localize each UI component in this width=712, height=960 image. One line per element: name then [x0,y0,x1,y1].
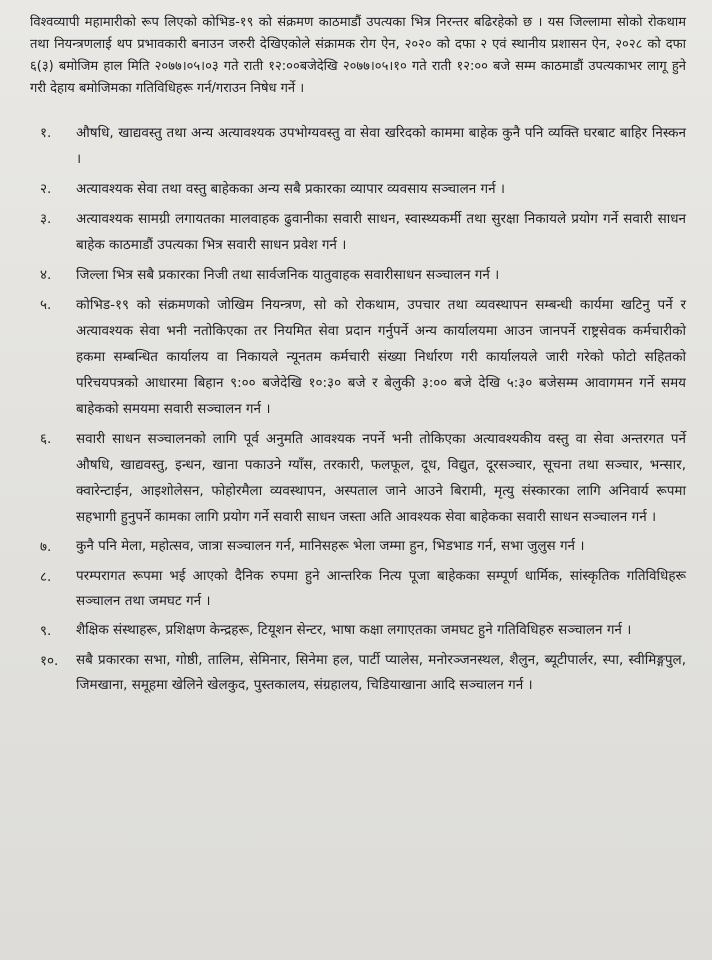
list-item-number: ५. [40,297,52,313]
list-item-text: कोभिड-१९ को संक्रमणको जोखिम नियन्त्रण, सो को रोकथाम, उपचार तथा व्यवस्थापन सम्बन्धी कार्यमा खटिनु पर्ने र अत्यावश्यक सेवा भनी नतोकिएका तर नियमित सेवा प्रदान गर्नुपर्ने अन्य कार्यालयमा आउन जानपर्ने राष्ट्रसेवक कर्मचारीको हकमा सम्बन्धित कार्यालय वा निकायले न्यूनतम कर्मचारी संख्या निर्धारण गरी कार्यालयले जारी गरेको फोटो सहितको परिचयपत्रको आधारमा बिहान ९:०० बजेदेखि १०:३० बजे र बेलुकी ३:०० बजे देखि ५:३० बजेसम्म आवागमन गर्ने समय बाहेकको समयमा सवारी सञ्चालन गर्न । [76,297,686,417]
list-item-number: ३. [40,211,52,227]
list-item-number: ७. [40,539,52,555]
list-item-number: ६. [40,431,52,447]
list-item-10 [30,648,686,698]
list-item-text: परम्परागत रूपमा भई आएको दैनिक रुपमा हुने आन्तरिक नित्य पूजा बाहेकका सम्पूर्ण धार्मिक, सांस्कृतिक गतिविधिहरू सञ्चालन तथा जमघट गर्न । [76,568,686,609]
list-item-1 [30,120,686,172]
list-item-text: अत्यावश्यक सेवा तथा वस्तु बाहेकका अन्य सबै प्रकारका व्यापार व्यवसाय सञ्चालन गर्न । [76,181,506,197]
list-item-6 [30,426,686,530]
list-item-text: कुनै पनि मेला, महोत्सव, जात्रा सञ्चालन गर्न, मानिसहरू भेला जम्मा हुन, भिडभाड गर्न, सभा जुलुस गर्न । [76,538,585,554]
list-item-text: शैक्षिक संस्थाहरू, प्रशिक्षण केन्द्रहरू, टियूशन सेन्टर, भाषा कक्षा लगाएतका जमघट हुने गतिविधिहरु सञ्चालन गर्न । [76,622,632,638]
list-item-8 [30,564,686,614]
list-item-number: २. [40,181,52,197]
list-item-text: जिल्ला भित्र सबै प्रकारका निजी तथा सार्वजनिक यातुवाहक सवारीसाधन सञ्चालन गर्न । [76,267,500,283]
list-item-number: १. [40,125,52,141]
list-item-number: ४. [40,267,52,283]
list-item-9 [30,618,686,644]
list-item-7 [30,534,686,560]
list-item-5 [30,292,686,422]
intro-paragraph: विश्वव्यापी महामारीको रूप लिएको कोभिड-१९ को संक्रमण काठमाडौं उपत्यका भित्र निरन्तर बढिरहेको छ । यस जिल्लामा सोको रोकथाम तथा नियन्त्रणलाई थप प्रभावकारी बनाउन जरुरी देखिएकोले संक्रामक रोग ऐन, २०२० को दफा २ एवं स्थानीय प्रशासन ऐन, २०२८ को दफा ६(३) बमोजिम हाल मिति २०७७।०५।०३ गते राती १२:००बजेदेखि २०७७।०५।१० गते राती १२:०० बजे सम्म काठमाडौं उपत्यकाभर लागू हुने गरी देहाय बमोजिमका गतिविधिहरू गर्न/गराउन निषेध गर्ने । [30,15,686,96]
list-item-text: औषधि, खाद्यवस्तु तथा अन्य अत्यावश्यक उपभोग्यवस्तु वा सेवा खरिदको काममा बाहेक कुनै पनि व्यक्ति घरबाट बाहिर निस्कन । [76,125,686,167]
list-item-number: १०. [40,653,59,669]
list-item-3 [30,206,686,258]
list-item-number: ९. [40,623,52,639]
list-item-text: सवारी साधन सञ्चालनको लागि पूर्व अनुमति आवश्यक नपर्ने भनी तोकिएका अत्यावश्यकीय वस्तु वा सेवा अन्तरगत पर्ने औषधि, खाद्यवस्तु, इन्धन, खाना पकाउने ग्याँस, तरकारी, फलफूल, दूध, विद्युत, दूरसञ्चार, सूचना तथा सञ्चार, भन्सार, क्वारेन्टाईन, आइशोलेसन, फोहोरमैला व्यवस्थापन, अस्पताल जाने आउने बिरामी, मृत्यु संस्कारका लागि अनिवार्य रूपमा सहभागी हुनुपर्ने कामका लागि प्रयोग गर्ने सवारी साधन जस्ता अति आवश्यक सेवा बाहेकका सवारी साधन सञ्चालन गर्न । [76,431,686,525]
list-item-text: अत्यावश्यक सामग्री लगायतका मालवाहक ढुवानीका सवारी साधन, स्वास्थ्यकर्मी तथा सुरक्षा निकायले प्रयोग गर्ने सवारी साधन बाहेक काठमाडौं उपत्यका भित्र सवारी साधन प्रवेश गर्न । [76,211,686,253]
list-item-number: ८. [40,569,52,585]
prohibition-list [30,120,686,698]
list-item-4 [30,262,686,288]
list-item-text: सबै प्रकारका सभा, गोष्ठी, तालिम, सेमिनार, सिनेमा हल, पार्टी प्यालेस, मनोरञ्जनस्थल, शैलुन, ब्यूटीपार्लर, स्पा, स्वीमिङ्गपुल, जिमखाना, समूहमा खेलिने खेलकुद, पुस्तकालय, संग्रहालय, चिडियाखाना आदि सञ्चालन गर्न । [76,652,686,693]
list-item-2 [30,176,686,202]
